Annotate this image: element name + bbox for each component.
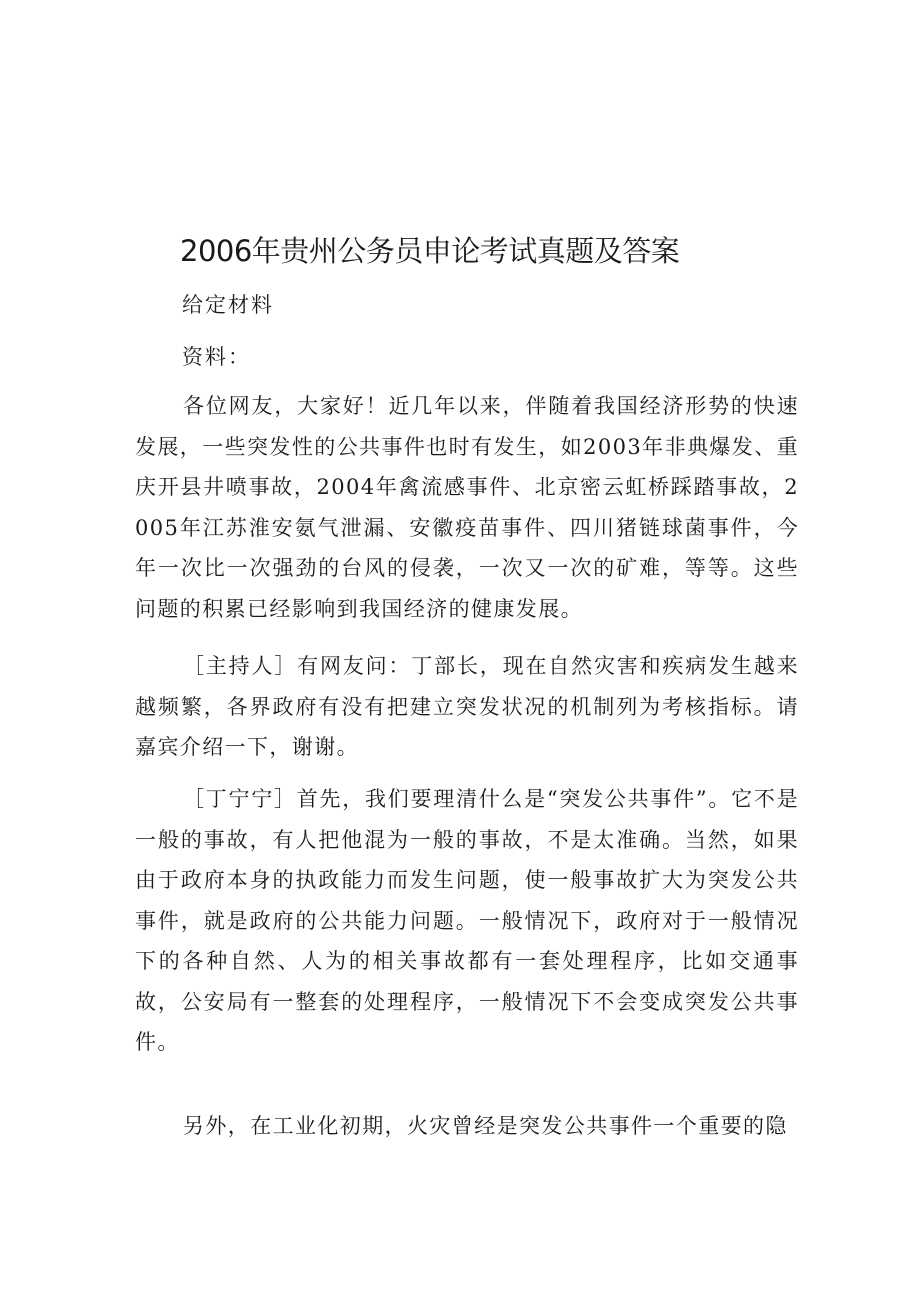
section-label: 给定材料 <box>182 293 274 317</box>
document-title: 2006年贵州公务员申论考试真题及答案 <box>180 234 680 268</box>
paragraph-host-question: ［主持人］有网友问：丁部长，现在自然灾害和疾病发生越来越频繁，各界政府有没有把建立突发状况的机制列为考核指标。请嘉宾介绍一下，谢谢。 <box>135 654 799 759</box>
paragraph-guest-answer: ［丁宁宁］首先，我们要理清什么是“突发公共事件”。它不是一般的事故，有人把他混为一般的事故，不是太准确。当然，如果由于政府本身的执政能力而发生问题，使一般事故扩大为突发公共事件，就是政府的公共能力问题。一般情况下，政府对于一般情况下的各种自然、人为的相关事故都有一套处理程序，比如交通事故，公安局有一整套的处理程序，一般情况下不会变成突发公共事件。 <box>135 787 799 1054</box>
material-label: 资料： <box>182 345 251 369</box>
paragraph-intro: 各位网友，大家好！近几年以来，伴随着我国经济形势的快速发展，一些突发性的公共事件也时有发生，如2003年非典爆发、重庆开县井喷事故，2004年禽流感事件、北京密云虹桥踩踏事故，2005年江苏淮安氨气泄漏、安徽疫苗事件、四川猪链球菌事件，今年一次比一次强劲的台风的侵袭，一次又一次的矿难，等等。这些问题的积累已经影响到我国经济的健康发展。 <box>135 394 799 621</box>
paragraph-continued: 另外，在工业化初期，火灾曾经是突发公共事件一个重要的隐 <box>183 1114 788 1138</box>
